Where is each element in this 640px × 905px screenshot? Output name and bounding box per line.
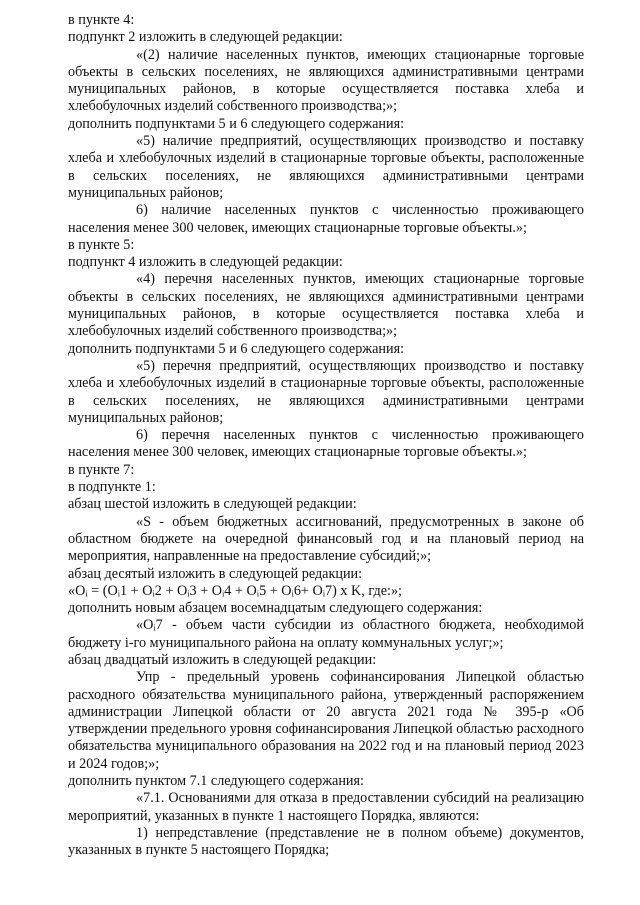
paragraph: подпункт 2 изложить в следующей редакции: bbox=[68, 29, 343, 46]
paragraph: «5) перечня предприятий, осуществляющих производство и поставку хлеба и хлебобулочных изделий в стационарные торговые объекты, расположенные в сельских поселениях, не являющихся административными центрами муниципальных районов; bbox=[68, 357, 584, 426]
formula-paragraph: «Oᵢ = (Oᵢ1 + Oᵢ2 + Oᵢ3 + Oᵢ4 + Oᵢ5 + Oᵢ6+ Oᵢ7) x K, где:»; bbox=[68, 582, 402, 599]
document-page bbox=[68, 12, 584, 860]
paragraph: дополнить подпунктами 5 и 6 следующего содержания: bbox=[68, 340, 405, 357]
paragraph: абзац шестой изложить в следующей редакции: bbox=[68, 496, 357, 513]
paragraph: дополнить пунктом 7.1 следующего содержания: bbox=[68, 773, 364, 790]
paragraph: «Oᵢ7 - объем части субсидии из областного бюджета, необходимой бюджету i-го муниципального района на оплату коммунальных услуг;»; bbox=[68, 617, 584, 651]
paragraph: в подпункте 1: bbox=[68, 479, 156, 496]
paragraph: 1) непредставление (представление не в полном объеме) документов, указанных в пункте 5 настоящего Порядка; bbox=[68, 824, 584, 859]
paragraph: «7.1. Основаниями для отказа в предоставлении субсидий на реализацию мероприятий, указанных в пункте 1 настоящего Порядка, являются: bbox=[68, 790, 584, 824]
paragraph: «S - объем бюджетных ассигнований, предусмотренных в законе об областном бюджете на очередной финансовый год и на плановый период на мероприятия, направленные на предоставление субсидий;»; bbox=[68, 513, 584, 565]
paragraph: 6) перечня населенных пунктов с численностью проживающего населения менее 300 человек, имеющих стационарные торговые объекты.»; bbox=[68, 427, 584, 461]
paragraph: «4) перечня населенных пунктов, имеющих стационарные торговые объекты в сельских поселениях, не являющихся административными центрами муниципальных районов, в которые осуществляется поставка хлеба и хлебобулочных изделий собственного производства;»; bbox=[68, 271, 584, 340]
paragraph: в пункте 5: bbox=[68, 236, 135, 253]
paragraph: подпункт 4 изложить в следующей редакции: bbox=[68, 254, 343, 271]
paragraph: Упр - предельный уровень софинансирования Липецкой областью расходного обязательства муниципального района, утвержденный распоряжением администрации Липецкой области от 20 августа 2021 года № 395-р «Об утверждении предельного уровня софинансирования Липецкой областью расходного обязательства муниципального образования на 2022 год и на плановый период 2023 и 2024 годов;»; bbox=[68, 669, 584, 772]
paragraph: «(2) наличие населенных пунктов, имеющих стационарные торговые объекты в сельских поселениях, не являющихся административными центрами муниципальных районов, в которые осуществляется поставка хлеба и хлебобулочных изделий собственного производства;»; bbox=[68, 46, 584, 115]
paragraph: 6) наличие населенных пунктов с численностью проживающего населения менее 300 человек, имеющих стационарные торговые объекты.»; bbox=[68, 202, 584, 236]
paragraph: дополнить подпунктами 5 и 6 следующего содержания: bbox=[68, 115, 405, 132]
paragraph: абзац двадцатый изложить в следующей редакции: bbox=[68, 651, 377, 668]
paragraph: абзац десятый изложить в следующей редакции: bbox=[68, 565, 363, 582]
paragraph: в пункте 4: bbox=[68, 12, 135, 28]
paragraph: в пункте 7: bbox=[68, 461, 135, 478]
paragraph: «5) наличие предприятий, осуществляющих производство и поставку хлеба и хлебобулочных изделий в стационарные торговые объекты, расположенные в сельских поселениях, не являющихся административными центрами муниципальных районов; bbox=[68, 133, 584, 201]
paragraph: дополнить новым абзацем восемнадцатым следующего содержания: bbox=[68, 600, 483, 617]
